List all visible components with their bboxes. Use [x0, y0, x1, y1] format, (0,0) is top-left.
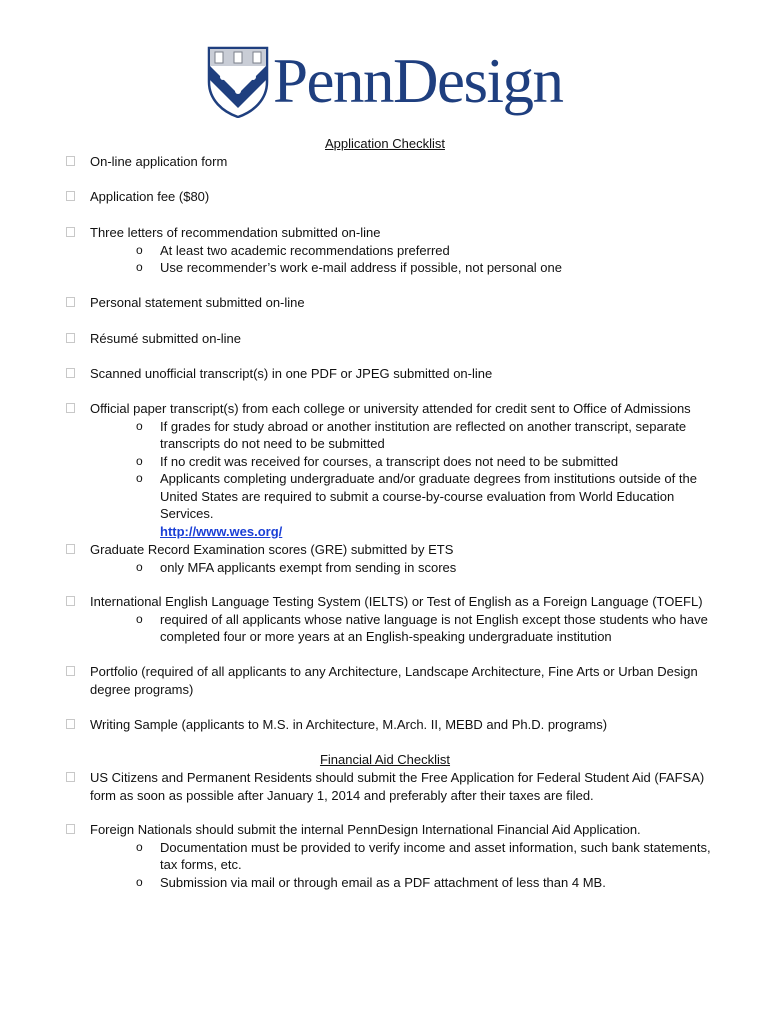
item-label: Foreign Nationals should submit the internal PennDesign International Financial Aid Application. [90, 822, 641, 837]
checkbox-icon[interactable] [66, 544, 75, 554]
sub-item: o Submission via mail or through email as a PDF attachment of less than 4 MB. [136, 874, 606, 890]
sub-item: o At least two academic recommendations preferred [136, 242, 450, 258]
checkbox-icon[interactable] [66, 368, 75, 378]
checkbox-icon[interactable] [66, 297, 75, 307]
item-label: Personal statement submitted on-line [90, 295, 305, 310]
bullet-icon: o [136, 418, 143, 433]
checkbox-icon[interactable] [66, 156, 75, 166]
sub-item: o If grades for study abroad or another institution are reflected on another transcript, separate transcripts do not need to be submitted [136, 418, 687, 451]
checkbox-icon[interactable] [66, 333, 75, 343]
application-checklist-title: Application Checklist [325, 136, 445, 151]
sub-item: o Applicants completing undergraduate and/or graduate degrees from institutions outside of the United States are required to submit a course-by-course evaluation from World Education Services. http://www.wes.org/ [136, 471, 697, 539]
bullet-icon: o [136, 611, 143, 626]
item-label: US Citizens and Permanent Residents should submit the Free Application for Federal Student Aid (FAFSA) form as soon as possible after January 1, 2014 and preferably after their taxes are filed. [90, 770, 705, 803]
checkbox-icon[interactable] [66, 772, 75, 782]
penn-shield-icon [207, 46, 269, 118]
checkbox-icon[interactable] [66, 719, 75, 729]
item-label: Résumé submitted on-line [90, 331, 242, 346]
item-label: International English Language Testing System (IELTS) or Test of English as a Foreign Language (TOEFL) [90, 594, 703, 609]
checkbox-icon[interactable] [66, 666, 75, 676]
bullet-icon: o [136, 471, 143, 485]
bullet-icon: o [136, 242, 143, 257]
penndesign-logo [207, 44, 567, 120]
sub-item: o Use recommender’s work e-mail address if possible, not personal one [136, 260, 562, 275]
item-label: Three letters of recommendation submitted on-line [90, 225, 381, 240]
checkbox-icon[interactable] [66, 191, 75, 201]
checkbox-icon[interactable] [66, 824, 75, 834]
financial-aid-checklist-title: Financial Aid Checklist [319, 752, 451, 767]
bullet-icon: o [136, 839, 143, 854]
checkbox-icon[interactable] [66, 227, 75, 237]
sub-item: o Documentation must be provided to verify income and asset information, such bank statements, tax forms, etc. [136, 839, 711, 872]
item-label: Portfolio (required of all applicants to any Architecture, Landscape Architecture, Fine Arts or Urban Design degree programs) [90, 664, 698, 697]
checkbox-icon[interactable] [66, 596, 75, 606]
bullet-icon: o [136, 559, 143, 574]
logo-wordmark: PennDesign [273, 46, 563, 116]
item-label: Graduate Record Examination scores (GRE) submitted by ETS [90, 542, 454, 557]
item-label: Scanned unofficial transcript(s) in one PDF or JPEG submitted on-line [90, 366, 493, 381]
item-label: Writing Sample (applicants to M.S. in Architecture, M.Arch. II, MEBD and Ph.D. programs) [90, 717, 608, 732]
item-label: Official paper transcript(s) from each college or university attended for credit sent to Office of Admissions [90, 401, 691, 416]
sub-item: o only MFA applicants exempt from sending in scores [136, 559, 457, 575]
sub-item: o required of all applicants whose native language is not English except those students who have completed four or more years at an English-speaking undergraduate institution [136, 611, 708, 644]
wes-link[interactable]: http://www.wes.org/ [160, 523, 283, 539]
bullet-icon: o [136, 874, 143, 889]
bullet-icon: o [136, 453, 143, 468]
sub-item: o If no credit was received for courses, a transcript does not need to be submitted [136, 453, 619, 469]
checkbox-icon[interactable] [66, 403, 75, 413]
bullet-icon: o [136, 260, 143, 274]
item-label: On-line application form [90, 154, 228, 169]
item-label: Application fee ($80) [90, 189, 210, 204]
